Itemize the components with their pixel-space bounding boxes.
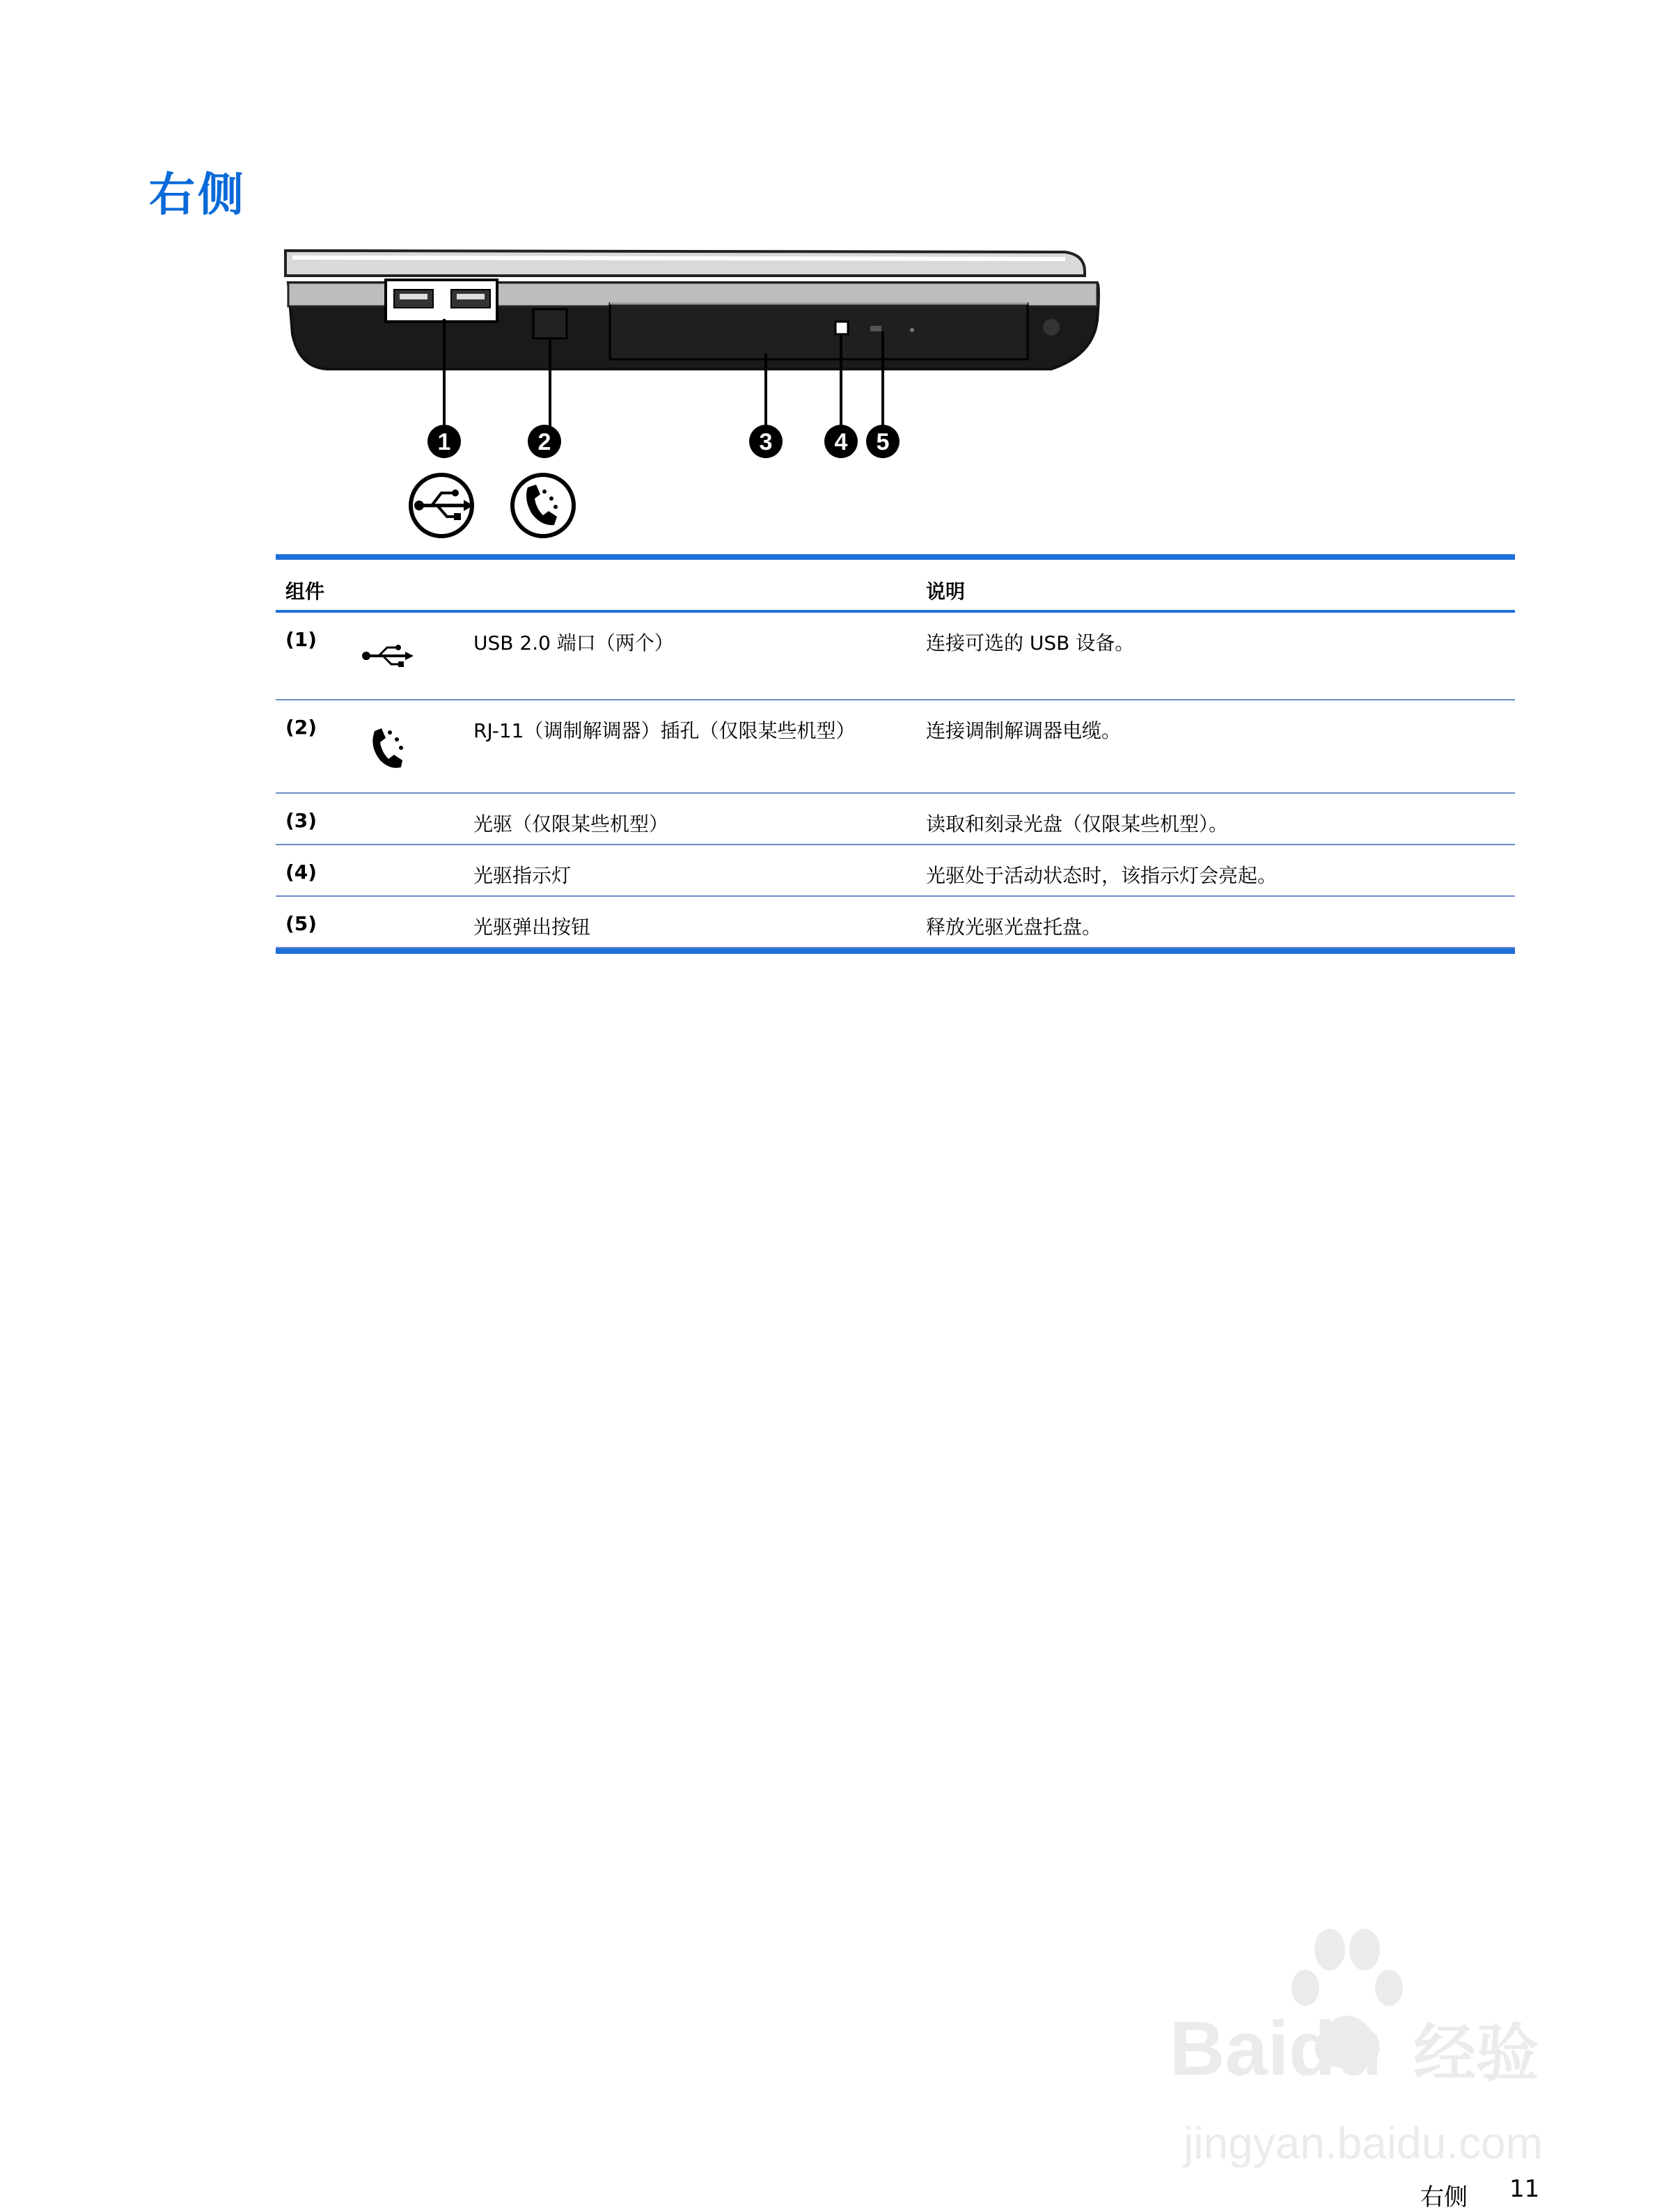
svg-text:5: 5 bbox=[876, 429, 890, 455]
header-description: 说明 bbox=[926, 580, 966, 603]
row-number: (3) bbox=[285, 809, 317, 832]
svg-text:4: 4 bbox=[834, 429, 848, 455]
table-row bbox=[276, 700, 1515, 794]
table-header bbox=[276, 560, 1515, 613]
row-name: USB 2.0 端口（两个） bbox=[473, 632, 674, 654]
svg-text:3: 3 bbox=[759, 429, 773, 455]
table-row bbox=[276, 613, 1515, 700]
row-name: 光驱弹出按钮 bbox=[473, 916, 591, 939]
row-name: 光驱（仅限某些机型） bbox=[473, 813, 669, 836]
usb-icon bbox=[359, 631, 415, 680]
callout-3 bbox=[749, 425, 783, 458]
table-row bbox=[276, 794, 1515, 845]
row-number: (1) bbox=[285, 628, 317, 651]
phone-modem-icon bbox=[512, 475, 574, 536]
footer-section-title: 右侧 bbox=[1420, 2183, 1468, 2211]
svg-text:1: 1 bbox=[437, 429, 451, 455]
row-description: 读取和刻录光盘（仅限某些机型）。 bbox=[926, 813, 1229, 836]
svg-text:jingyan.baidu.com: jingyan.baidu.com bbox=[1184, 2118, 1543, 2168]
svg-text:经验: 经验 bbox=[1413, 2017, 1539, 2090]
callout-4 bbox=[824, 425, 858, 458]
table-bottom-rule bbox=[276, 948, 1515, 954]
page-number: 11 bbox=[1509, 2175, 1540, 2203]
row-number: (4) bbox=[285, 861, 317, 884]
row-name: 光驱指示灯 bbox=[473, 864, 572, 887]
callout-1 bbox=[427, 425, 461, 458]
laptop-right-side-figure bbox=[272, 237, 1177, 557]
table-row bbox=[276, 897, 1515, 948]
row-description: 光驱处于活动状态时，该指示灯会亮起。 bbox=[926, 864, 1278, 887]
baidu-jingyan-watermark bbox=[1156, 1922, 1546, 2172]
row-description: 连接调制解调器电缆。 bbox=[926, 719, 1122, 742]
table-top-rule bbox=[276, 554, 1515, 560]
callout-5 bbox=[866, 425, 900, 458]
phone-modem-icon bbox=[359, 719, 415, 774]
svg-text:Baidu: Baidu bbox=[1170, 2006, 1383, 2092]
component-table bbox=[276, 554, 1515, 954]
callout-2 bbox=[528, 425, 561, 458]
row-description: 释放光驱光盘托盘。 bbox=[926, 916, 1102, 939]
svg-text:2: 2 bbox=[537, 429, 551, 455]
table-row bbox=[276, 845, 1515, 897]
row-number: (2) bbox=[285, 716, 317, 739]
row-name: RJ-11（调制解调器）插孔（仅限某些机型） bbox=[473, 719, 856, 742]
header-component: 组件 bbox=[285, 580, 325, 603]
row-description: 连接可选的 USB 设备。 bbox=[926, 632, 1135, 654]
page-title: 右侧 bbox=[149, 168, 246, 221]
row-number: (5) bbox=[285, 912, 317, 935]
usb-icon bbox=[411, 475, 473, 536]
